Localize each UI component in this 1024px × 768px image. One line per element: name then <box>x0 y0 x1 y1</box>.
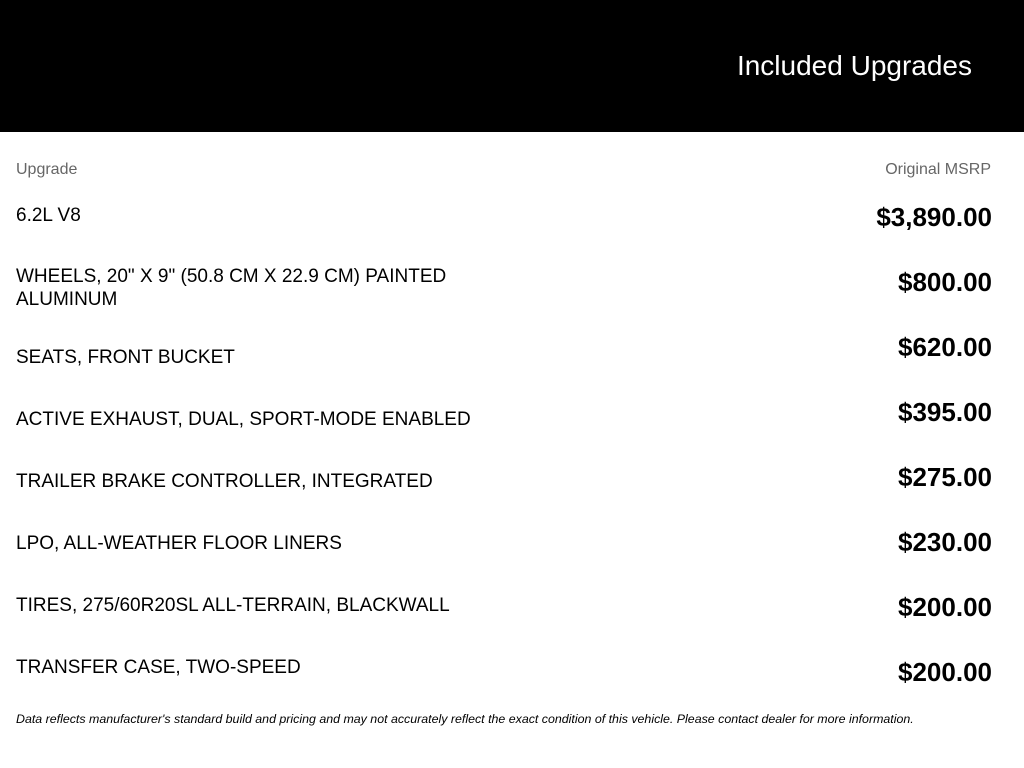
upgrade-name: TRANSFER CASE, TWO-SPEED <box>16 657 301 678</box>
page-title: Included Upgrades <box>736 50 972 81</box>
upgrade-name: WHEELS, 20" X 9" (50.8 CM X 22.9 CM) PAINTED ALUMINUM <box>16 266 447 310</box>
upgrade-price: $275.00 <box>898 462 992 492</box>
upgrade-row <box>16 519 992 584</box>
upgrade-row <box>16 194 992 259</box>
column-header-upgrade: Upgrade <box>16 161 78 178</box>
upgrade-name: TRAILER BRAKE CONTROLLER, INTEGRATED <box>16 471 433 492</box>
upgrade-name: SEATS, FRONT BUCKET <box>16 347 235 368</box>
disclaimer-text: Data reflects manufacturer's standard build and pricing and may not accurately reflect the exact condition of this vehicle. Please contact dealer for more information. <box>16 712 914 726</box>
upgrade-price: $620.00 <box>898 332 992 362</box>
upgrade-price: $200.00 <box>898 657 992 687</box>
upgrade-row <box>16 584 992 649</box>
upgrade-price: $200.00 <box>898 592 992 622</box>
upgrade-row <box>16 259 992 324</box>
upgrade-name: ACTIVE EXHAUST, DUAL, SPORT-MODE ENABLED <box>16 409 471 430</box>
upgrade-row <box>16 389 992 454</box>
upgrade-name: LPO, ALL-WEATHER FLOOR LINERS <box>16 533 342 554</box>
upgrade-price: $395.00 <box>898 397 992 427</box>
upgrade-price: $3,890.00 <box>876 202 992 232</box>
upgrade-row <box>16 324 992 389</box>
column-header-msrp: Original MSRP <box>885 161 991 178</box>
upgrade-price: $230.00 <box>898 527 992 557</box>
upgrade-name: 6.2L V8 <box>16 205 81 226</box>
upgrades-list <box>16 194 992 714</box>
upgrade-price: $800.00 <box>898 267 992 297</box>
upgrade-row <box>16 649 992 714</box>
upgrade-row <box>16 454 992 519</box>
upgrade-name: TIRES, 275/60R20SL ALL-TERRAIN, BLACKWALL <box>16 595 450 616</box>
header-banner <box>0 0 1024 132</box>
